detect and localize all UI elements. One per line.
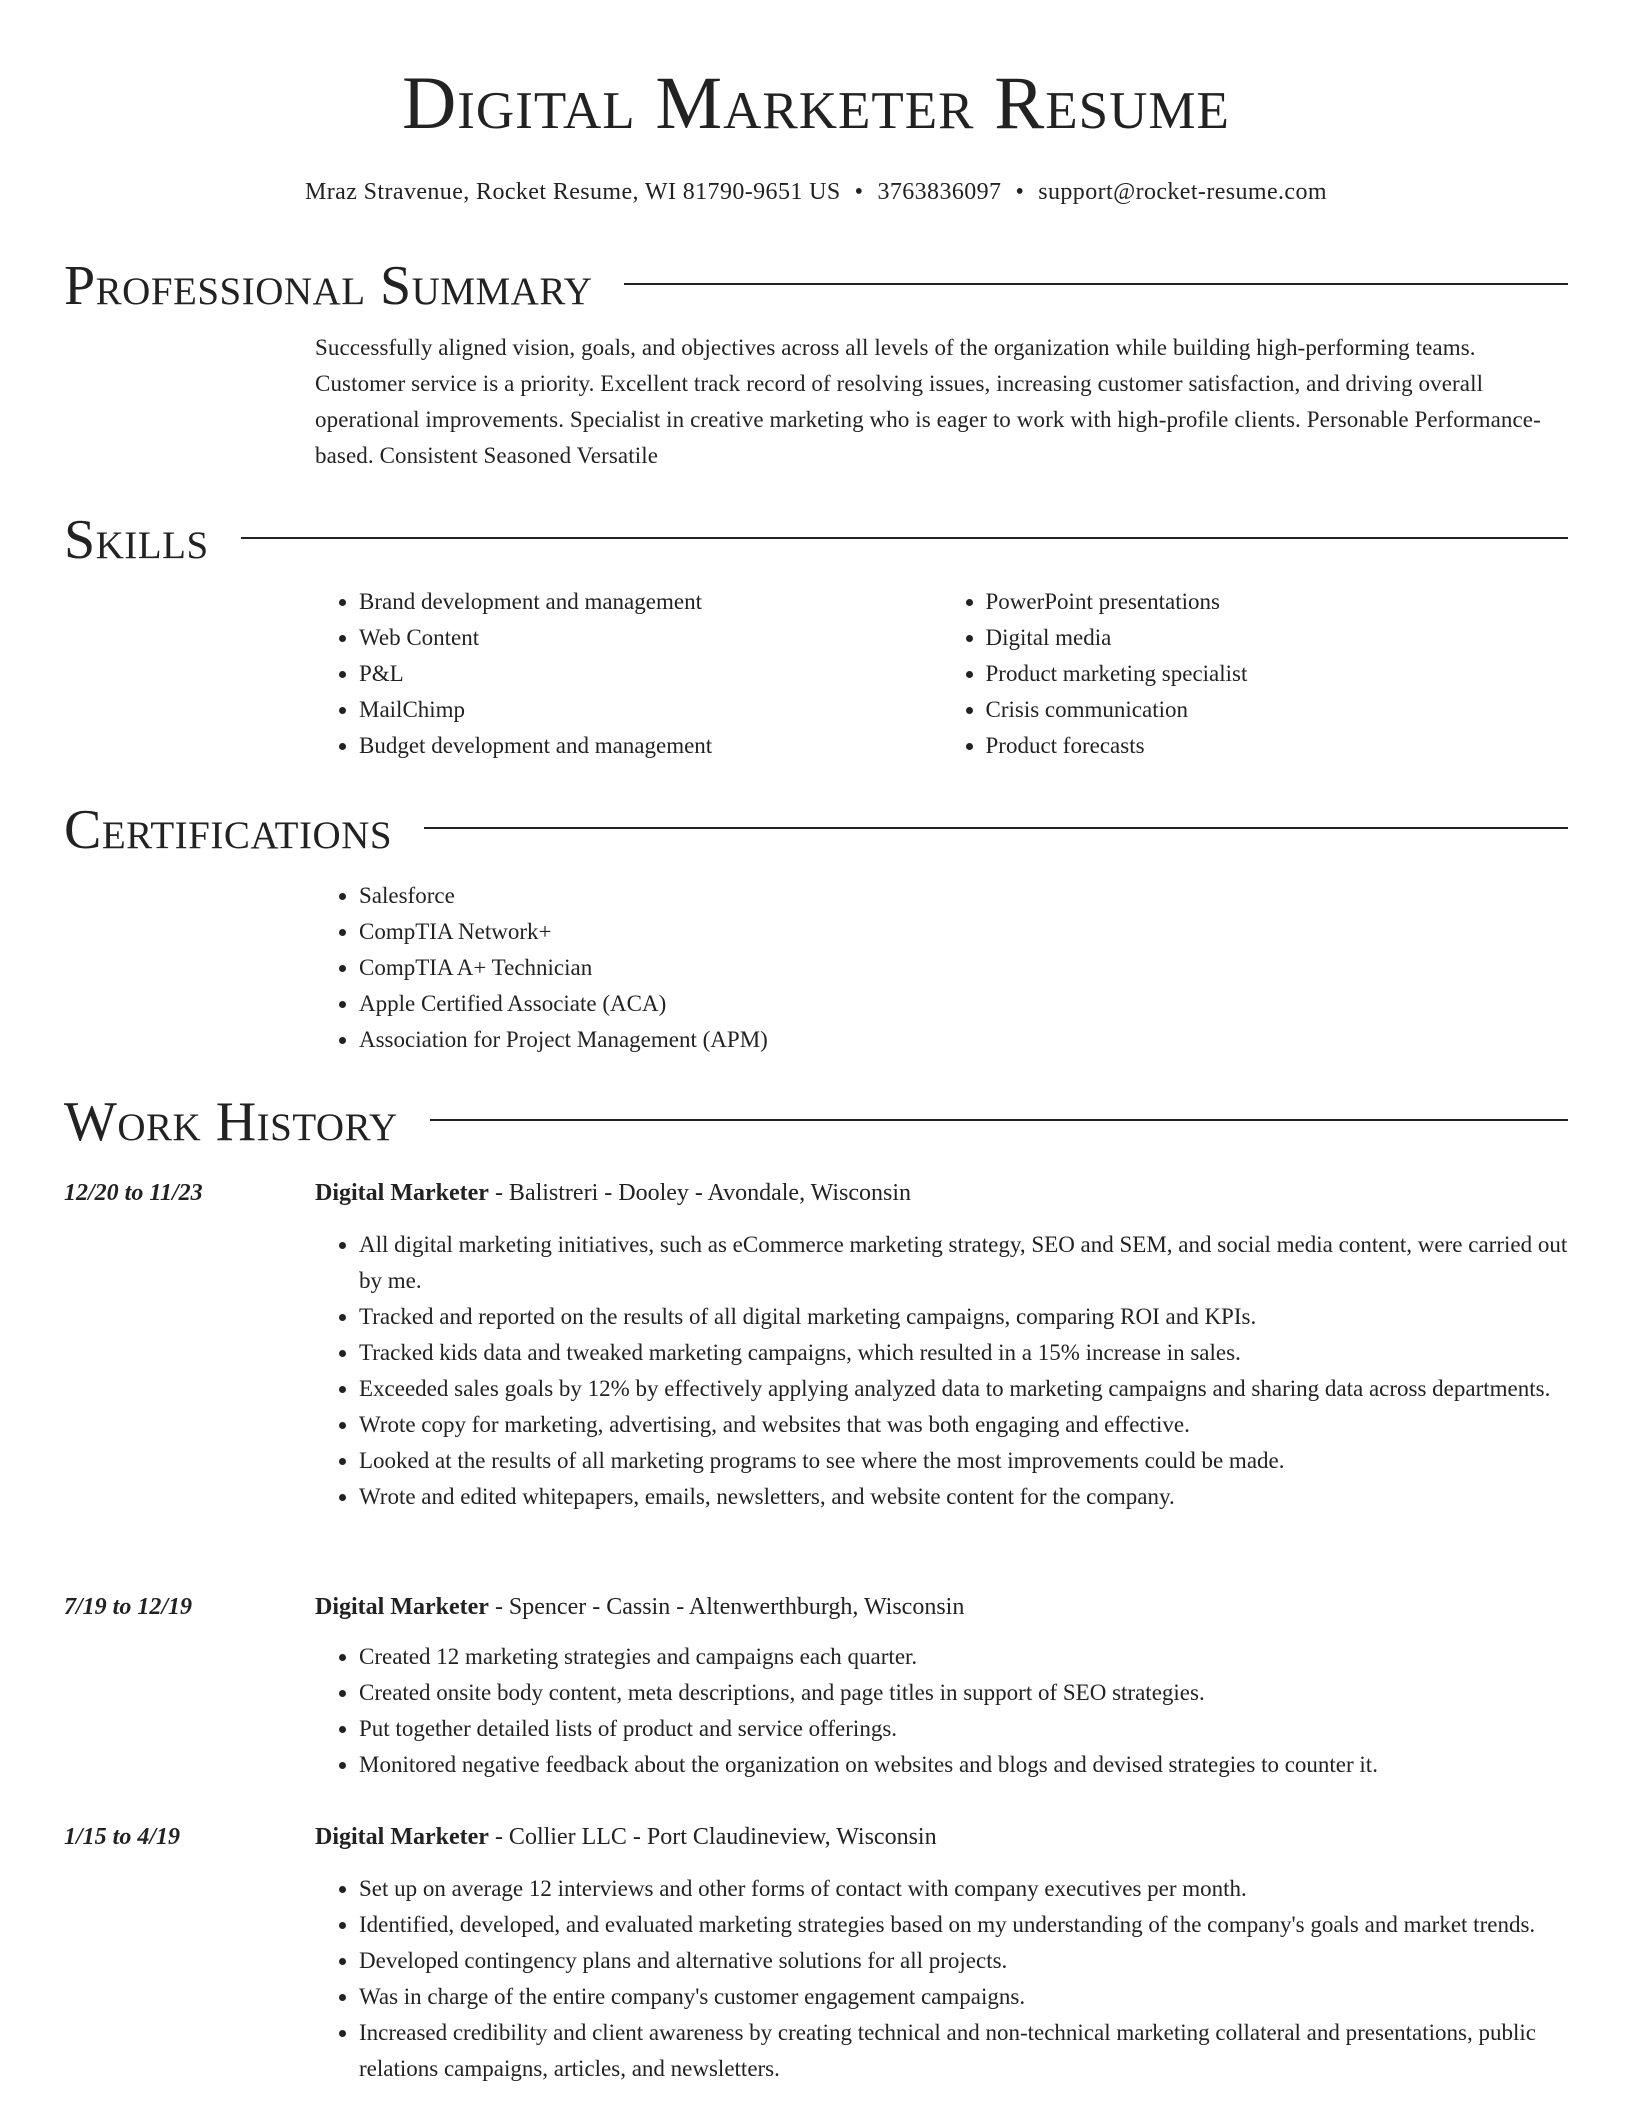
certifications-section (64, 798, 1568, 1058)
skill-item: • Web Content (359, 620, 942, 656)
job-title: Digital Marketer (315, 1824, 489, 1850)
section-divider (430, 1119, 1568, 1121)
job-header (64, 1819, 1568, 1855)
skill-item: • Product forecasts (986, 728, 1569, 764)
certification-item: • Association for Project Management (APM) (359, 1022, 1568, 1058)
skill-item: • Budget development and management (359, 728, 942, 764)
job-bullets (315, 1227, 1568, 1515)
work-history-heading: Work History (64, 1091, 398, 1153)
skill-item: • P&L (359, 656, 942, 692)
certification-item: • Apple Certified Associate (ACA) (359, 986, 1568, 1022)
job-bullet: • Set up on average 12 interviews and other forms of contact with company executives per month. (359, 1871, 1568, 1907)
summary-text: Successfully aligned vision, goals, and objectives across all levels of the organization while building high-performing teams. Customer service is a priority. Excellent track record of resolving issues, increasing customer satisfaction, and driving overall operational improvements. Specialist in creative marketing who is eager to work with high-profile clients. Personable Performance-based. Consistent Seasoned Versatile (315, 335, 1541, 468)
job-dates: 7/19 to 12/19 (64, 1594, 193, 1620)
job-bullet: • Looked at the results of all marketing programs to see where the most improvements could be made. (359, 1443, 1568, 1479)
job-bullet: • Wrote and edited whitepapers, emails, newsletters, and website content for the company. (359, 1479, 1568, 1515)
skills-list-left (315, 584, 942, 764)
job-bullet: • Developed contingency plans and alternative solutions for all projects. (359, 1943, 1568, 1979)
job-bullet: • Was in charge of the entire company's customer engagement campaigns. (359, 1979, 1568, 2015)
certifications-heading: Certifications (64, 799, 393, 861)
certification-item: • CompTIA Network+ (359, 914, 1568, 950)
certification-item: • Salesforce (359, 878, 1568, 914)
skill-item: • Product marketing specialist (986, 656, 1569, 692)
job-bullet: • Exceeded sales goals by 12% by effectively applying analyzed data to marketing campaigns and sharing data across departments. (359, 1371, 1568, 1407)
job-employer: - Spencer - Cassin - Altenwerthburgh, Wisconsin (488, 1594, 965, 1620)
skills-section (64, 508, 1568, 764)
job-heading (315, 1175, 1568, 1211)
job-bullet: • Created onsite body content, meta descriptions, and page titles in support of SEO strategies. (359, 1675, 1568, 1711)
section-divider (241, 537, 1568, 539)
job-header (64, 1589, 1568, 1625)
job-bullet: • Increased credibility and client awareness by creating technical and non-technical marketing collateral and presentations, public relations campaigns, articles, and newsletters. (359, 2015, 1568, 2087)
certifications-header (64, 798, 1568, 862)
skill-item: • Brand development and management (359, 584, 942, 620)
contact-separator: • (854, 179, 864, 205)
job-bullets (315, 1639, 1568, 1783)
skill-item: • Digital media (986, 620, 1569, 656)
contact-email: support@rocket-resume.com (1038, 179, 1327, 205)
contact-phone: 3763836097 (877, 179, 1002, 205)
summary-heading: Professional Summary (64, 255, 593, 317)
job-heading (315, 1589, 1568, 1625)
job-entry (64, 1589, 1568, 1783)
job-bullets (315, 1871, 1568, 2087)
job-entry (64, 1819, 1568, 2087)
job-entry (64, 1175, 1568, 1515)
job-bullet: • Identified, developed, and evaluated marketing strategies based on my understanding of the company's goals and market trends. (359, 1907, 1568, 1943)
job-header (64, 1175, 1568, 1211)
summary-section (64, 254, 1568, 474)
job-bullet: • Put together detailed lists of product and service offerings. (359, 1711, 1568, 1747)
skill-item: • MailChimp (359, 692, 942, 728)
job-heading (315, 1819, 1568, 1855)
job-title: Digital Marketer (315, 1594, 489, 1620)
resume-title: Digital Marketer Resume (402, 62, 1230, 145)
job-bullet: • All digital marketing initiatives, such as eCommerce marketing strategy, SEO and SEM, and social media content, were carried out by me. (359, 1227, 1568, 1299)
skills-columns (315, 584, 1568, 764)
job-bullet: • Monitored negative feedback about the organization on websites and blogs and devised strategies to counter it. (359, 1747, 1568, 1783)
certifications-list (315, 878, 1568, 1058)
certification-item: • CompTIA A+ Technician (359, 950, 1568, 986)
skills-list-right (942, 584, 1569, 764)
job-employer: - Balistreri - Dooley - Avondale, Wisconsin (488, 1180, 911, 1206)
job-bullet: • Wrote copy for marketing, advertising, and websites that was both engaging and effective. (359, 1407, 1568, 1443)
contact-address: Mraz Stravenue, Rocket Resume, WI 81790-9651 US (305, 179, 841, 205)
job-bullet: • Created 12 marketing strategies and campaigns each quarter. (359, 1639, 1568, 1675)
contact-separator: • (1015, 179, 1025, 205)
work-history-section (64, 1090, 1568, 1154)
summary-body (315, 330, 1568, 474)
skills-header (64, 508, 1568, 572)
section-divider (624, 283, 1568, 285)
job-title: Digital Marketer (315, 1180, 489, 1206)
summary-header (64, 254, 1568, 318)
skills-heading: Skills (64, 509, 209, 571)
contact-line (0, 176, 1632, 208)
job-employer: - Collier LLC - Port Claudineview, Wisconsin (488, 1824, 937, 1850)
job-dates: 12/20 to 11/23 (64, 1180, 203, 1206)
job-bullet: • Tracked and reported on the results of all digital marketing campaigns, comparing ROI and KPIs. (359, 1299, 1568, 1335)
job-bullet: • Tracked kids data and tweaked marketing campaigns, which resulted in a 15% increase in sales. (359, 1335, 1568, 1371)
work-history-header (64, 1090, 1568, 1154)
section-divider (424, 827, 1568, 829)
job-dates: 1/15 to 4/19 (64, 1824, 181, 1850)
skill-item: • PowerPoint presentations (986, 584, 1569, 620)
skill-item: • Crisis communication (986, 692, 1569, 728)
certifications-body (315, 878, 1568, 1058)
